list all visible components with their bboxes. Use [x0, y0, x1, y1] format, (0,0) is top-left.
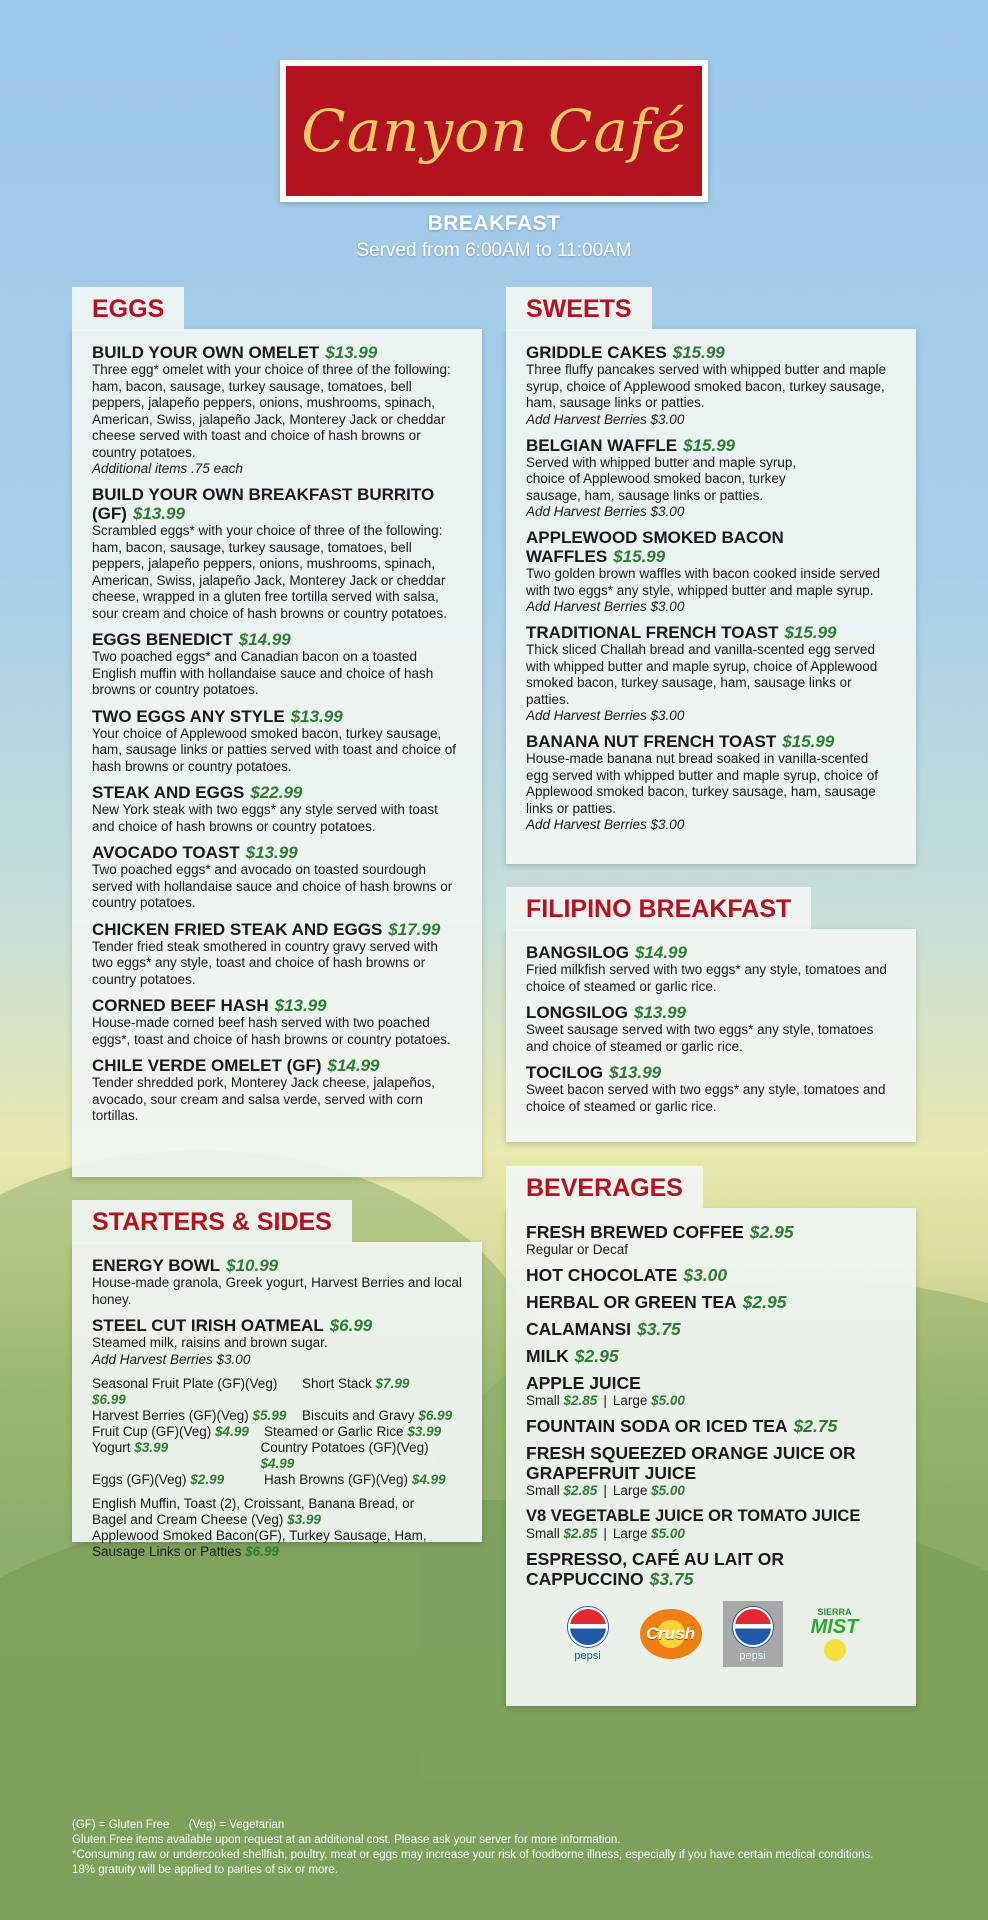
footer-line: Gluten Free items available upon request at an additional cost. Please ask your server for more information. [72, 1834, 621, 1846]
menu-item [92, 783, 462, 835]
beverage-title: V8 VEGETABLE JUICE OR TOMATO JUICE [526, 1507, 861, 1525]
brand-label: pepsi [574, 1649, 601, 1662]
size-label: Large [612, 1393, 648, 1408]
footer-legend: (GF) = Gluten Free (Veg) = Vegetarian [72, 1819, 285, 1831]
side-name: Steamed or Garlic Rice [264, 1423, 404, 1439]
item-description: Tender shredded pork, Monterey Jack cheese, jalapeños, avocado, sour cream and salsa verde, served with corn tortillas. [92, 1075, 435, 1123]
item-note: Additional items .75 each [92, 461, 243, 476]
side-price: $7.99 [375, 1375, 410, 1391]
item-note: Add Harvest Berries $3.00 [92, 1351, 251, 1367]
separator: | [603, 1526, 607, 1541]
sides-row [92, 1424, 462, 1440]
item-title: STEAK AND EGGS [92, 783, 245, 802]
beverage-price: $2.75 [793, 1416, 838, 1436]
sierra-mist-logo [804, 1601, 866, 1667]
item-title: TWO EGGS ANY STYLE [92, 706, 285, 726]
side-price: $6.99 [92, 1391, 126, 1407]
item-title: BANANA NUT FRENCH TOAST [526, 732, 777, 751]
beverage-item [526, 1222, 896, 1258]
item-price: $17.99 [388, 919, 441, 939]
beverage-item [526, 1506, 896, 1542]
side-name: Seasonal Fruit Plate (GF)(Veg) [92, 1375, 278, 1391]
item-note: Add Harvest Berries $3.00 [526, 599, 685, 614]
menu-item [526, 1003, 896, 1055]
brand-label: MIST [810, 1616, 859, 1638]
lemon-icon [824, 1639, 846, 1661]
beverage-title: CALAMANSI [526, 1319, 631, 1339]
item-price: $13.99 [634, 1003, 686, 1022]
menu-item [526, 528, 896, 615]
side-name: Short Stack [302, 1375, 372, 1391]
starters-panel [72, 1208, 482, 1559]
item-price: $13.99 [132, 504, 185, 523]
item-title: LONGSILOG [526, 1003, 628, 1022]
menu-item [92, 996, 462, 1048]
item-title: BUILD YOUR OWN OMELET [92, 343, 320, 362]
side-price: $6.99 [418, 1407, 453, 1423]
item-description: House-made banana nut bread soaked in vanilla-scented egg served with whipped butter and maple syrup, choice of Applewood smoked bacon, turkey sausage, ham, sausage links or patties. [526, 751, 878, 816]
item-price: $15.99 [683, 435, 736, 455]
menu-item [526, 943, 896, 995]
menu-item [526, 436, 896, 521]
beverage-item [526, 1443, 896, 1499]
beverage-price: $2.85 [563, 1483, 598, 1498]
logo-frame [280, 60, 708, 202]
size-label: Small [526, 1483, 560, 1498]
diet-pepsi-logo [723, 1601, 783, 1667]
item-description: Three egg* omelet with your choice of three of the following: ham, bacon, sausage, turkey sausage, tomatoes, bell peppers, jalapeño peppers, onions, mushrooms, spinach, American, Swiss, jalapeño Jack, Monterey Jack or cheddar cheese served with toast and choice of hash browns or country potatoes. [92, 362, 451, 460]
item-description: Tender fried steak smothered in country gravy served with two eggs* any style, toast and choice of hash browns or country potatoes. [92, 938, 438, 987]
beverage-price: $2.85 [563, 1393, 598, 1408]
menu-item [92, 1256, 462, 1308]
item-title: TOCILOG [526, 1063, 604, 1082]
beverage-price: $5.00 [651, 1483, 685, 1498]
logo [286, 66, 702, 196]
side-name: Biscuits and Gravy [302, 1407, 415, 1423]
crush-burst-icon [640, 1609, 702, 1659]
item-price: $14.99 [327, 1056, 380, 1075]
size-label: Large [612, 1526, 648, 1541]
menu-item [526, 623, 896, 724]
beverage-price: $2.95 [574, 1346, 619, 1366]
beverage-sub: Regular or Decaf [526, 1242, 629, 1257]
beverage-title: FOUNTAIN SODA OR ICED TEA [526, 1416, 788, 1436]
side-price: $5.99 [252, 1407, 287, 1423]
menu-item [92, 485, 462, 622]
item-price: $13.99 [325, 343, 378, 362]
item-description: Fried milkfish served with two eggs* any style, tomatoes and choice of steamed or garlic rice. [526, 962, 887, 994]
menu-item [526, 732, 896, 833]
menu-item [92, 343, 462, 477]
side-name: Harvest Berries (GF)(Veg) [92, 1407, 249, 1423]
item-title: BUILD YOUR OWN BREAKFAST BURRITO (GF) [92, 485, 435, 523]
filipino-panel [506, 895, 916, 1142]
separator: | [603, 1483, 607, 1498]
item-price: $15.99 [782, 732, 835, 751]
pepsi-globe-icon [733, 1607, 773, 1647]
bread-item [92, 1496, 422, 1528]
item-title: AVOCADO TOAST [92, 843, 240, 862]
menu-item [526, 343, 896, 428]
beverage-item [526, 1319, 896, 1339]
sides-row [92, 1376, 462, 1408]
menu-item [92, 920, 462, 989]
footer-line: 18% gratuity will be applied to parties of six or more. [72, 1864, 338, 1876]
item-price: $14.99 [634, 943, 687, 962]
item-price: $10.99 [226, 1256, 279, 1275]
size-label: Large [612, 1483, 648, 1498]
item-price: $6.99 [329, 1316, 373, 1335]
pepsi-logo [557, 1601, 619, 1667]
side-price: $6.99 [245, 1543, 279, 1559]
menu-item [92, 843, 462, 912]
menu-title: BREAKFAST [427, 212, 561, 235]
item-price: $13.99 [609, 1063, 662, 1082]
menu-hours: Served from 6:00AM to 11:00AM [356, 240, 632, 261]
side-name: English Muffin, Toast (2), Croissant, Banana Bread, or Bagel and Cream Cheese (Veg) [92, 1495, 415, 1527]
brand-label: Crush [645, 1624, 696, 1643]
item-note: Add Harvest Berries $3.00 [526, 411, 685, 427]
sides-row [92, 1440, 462, 1472]
beverage-title: FRESH SQUEEZED ORANGE JUICE OR GRAPEFRUIT JUICE [526, 1443, 856, 1483]
beverages-panel [506, 1174, 916, 1706]
side-name: Fruit Cup (GF)(Veg) [92, 1423, 212, 1439]
menu-item [92, 630, 462, 699]
beverage-price: $2.85 [563, 1526, 598, 1541]
sweets-panel [506, 295, 916, 864]
item-title: ENERGY BOWL [92, 1256, 221, 1275]
side-price: $3.99 [134, 1439, 169, 1455]
item-description: Scrambled eggs* with your choice of three of the following: ham, bacon, sausage, turkey sausage, tomatoes, bell peppers, jalapeño peppers, onions, mushrooms, spinach, American, Swiss, jalapeño Jack, Monterey Jack or cheddar cheese, wrapped in a gluten free tortilla served with salsa, sour cream and choice of hash browns or country potatoes. [92, 523, 447, 621]
beverage-price: $3.75 [649, 1569, 694, 1589]
sides-list [92, 1376, 462, 1488]
item-description: Three fluffy pancakes served with whipped butter and maple syrup, choice of Applewood smoked bacon, turkey sausage, ham, sausage links or patties. [526, 362, 886, 410]
item-title: GRIDDLE CAKES [526, 343, 667, 362]
sides-row [92, 1408, 462, 1424]
item-title: STEEL CUT IRISH OATMEAL [92, 1316, 324, 1335]
item-price: $13.99 [290, 706, 343, 726]
item-description: Steamed milk, raisins and brown sugar. [92, 1335, 328, 1350]
item-description: New York steak with two eggs* any style served with toast and choice of hash browns or country potatoes. [92, 802, 438, 834]
pepsi-globe-icon [568, 1607, 608, 1647]
side-price: $3.99 [287, 1511, 321, 1527]
item-title: CHICKEN FRIED STEAK AND EGGS [92, 919, 383, 939]
footer-notes [72, 1818, 932, 1878]
side-name: Applewood Smoked Bacon(GF), Turkey Sausage, Ham, Sausage Links or Patties [92, 1527, 427, 1559]
item-title: BELGIAN WAFFLE [526, 435, 678, 455]
sweets-tab: SWEETS [506, 287, 652, 331]
beverage-title: HOT CHOCOLATE [526, 1265, 678, 1285]
item-description: House-made corned beef hash served with two poached eggs*, toast and choice of hash browns or country potatoes. [92, 1015, 451, 1047]
side-name: Hash Browns (GF)(Veg) [264, 1471, 409, 1487]
menu-item [92, 707, 462, 776]
beverage-item [526, 1549, 896, 1589]
item-description: Your choice of Applewood smoked bacon, turkey sausage, ham, sausage links or patties served with toast and choice of hash browns or country potatoes. [92, 725, 456, 774]
item-price: $13.99 [245, 843, 298, 862]
item-note: Add Harvest Berries $3.00 [526, 817, 685, 832]
side-price: $4.99 [260, 1455, 295, 1471]
beverage-title: MILK [526, 1346, 569, 1366]
item-title: TRADITIONAL FRENCH TOAST [526, 623, 779, 642]
item-title: APPLEWOOD SMOKED BACON WAFFLES [526, 528, 784, 566]
item-title: BANGSILOG [526, 943, 629, 962]
starters-tab: STARTERS & SIDES [72, 1200, 352, 1244]
side-price: $4.99 [411, 1471, 446, 1487]
item-note: Add Harvest Berries $3.00 [526, 504, 685, 519]
menu-item [526, 1063, 896, 1115]
beverage-price: $5.00 [651, 1393, 685, 1408]
side-name: Country Potatoes (GF)(Veg) [260, 1439, 429, 1455]
menu-item [92, 1316, 462, 1368]
crush-logo [640, 1601, 702, 1667]
beverage-item [526, 1346, 896, 1366]
beverage-price: $2.95 [749, 1222, 794, 1242]
item-note: Add Harvest Berries $3.00 [526, 708, 685, 723]
beverage-item [526, 1373, 896, 1409]
brand-label: pepsi [739, 1649, 766, 1662]
sides-row [92, 1472, 462, 1488]
item-title: EGGS BENEDICT [92, 630, 233, 649]
eggs-tab: EGGS [72, 287, 184, 331]
brand-label: SIERRA [817, 1607, 852, 1617]
side-name: Yogurt [92, 1439, 131, 1455]
item-description: House-made granola, Greek yogurt, Harvest Berries and local honey. [92, 1275, 462, 1307]
item-price: $14.99 [238, 630, 291, 649]
size-label: Small [526, 1526, 560, 1541]
beverage-item [526, 1416, 896, 1436]
item-price: $15.99 [784, 623, 837, 642]
side-price: $4.99 [215, 1423, 249, 1439]
beverage-title: FRESH BREWED COFFEE [526, 1222, 744, 1242]
menu-item [92, 1056, 462, 1125]
item-price: $22.99 [250, 783, 303, 802]
eggs-panel [72, 295, 482, 1177]
item-price: $15.99 [672, 343, 725, 362]
item-description: Thick sliced Challah bread and vanilla-scented egg served with whipped butter and maple syrup, choice of Applewood smoked bacon, turkey sausage, ham, sausage links or patties. [526, 642, 878, 707]
item-description: Two poached eggs* and avocado on toasted sourdough served with hollandaise sauce and choice of hash browns or country potatoes. [92, 862, 453, 910]
beverage-price: $3.75 [637, 1319, 681, 1339]
beverage-title: ESPRESSO, CAFÉ AU LAIT OR CAPPUCCINO [526, 1549, 784, 1589]
beverages-tab: BEVERAGES [506, 1166, 703, 1210]
item-description: Two poached eggs* and Canadian bacon on a toasted English muffin with hollandaise sauce and choice of hash browns or country potatoes. [92, 649, 434, 697]
drink-brand-logos [526, 1601, 896, 1667]
beverage-item [526, 1265, 896, 1285]
item-description: Served with whipped butter and maple syrup, choice of Applewood smoked bacon, turkey sausage, ham, sausage links or patties. [526, 454, 797, 503]
filipino-tab: FILIPINO BREAKFAST [506, 887, 811, 931]
footer-line: *Consuming raw or undercooked shellfish, poultry, meat or eggs may increase your risk of foodborne illness, especially if you have certain medical conditions. [72, 1849, 874, 1861]
item-description: Two golden brown waffles with bacon cooked inside served with two eggs* any style, whipped butter and maple syrup. [526, 566, 880, 598]
side-price: $3.99 [407, 1423, 442, 1439]
meats-item [92, 1528, 462, 1560]
size-label: Small [526, 1393, 560, 1408]
item-price: $13.99 [274, 996, 327, 1015]
beverage-item [526, 1292, 896, 1312]
beverage-price: $5.00 [651, 1526, 685, 1541]
separator: | [603, 1393, 607, 1408]
side-price: $2.99 [190, 1471, 225, 1487]
item-price: $15.99 [613, 547, 666, 566]
item-title: CHILE VERDE OMELET (GF) [92, 1056, 322, 1075]
item-title: CORNED BEEF HASH [92, 996, 269, 1015]
item-description: Sweet sausage served with two eggs* any style, tomatoes and choice of steamed or garlic rice. [526, 1022, 874, 1054]
logo-text: Canyon Café [301, 97, 687, 165]
beverage-title: APPLE JUICE [526, 1373, 641, 1393]
side-name: Eggs (GF)(Veg) [92, 1471, 187, 1487]
beverage-title: HERBAL OR GREEN TEA [526, 1292, 737, 1312]
beverage-price: $2.95 [742, 1292, 787, 1312]
beverage-price: $3.00 [683, 1265, 728, 1285]
item-description: Sweet bacon served with two eggs* any style, tomatoes and choice of steamed or garlic rice. [526, 1082, 886, 1114]
